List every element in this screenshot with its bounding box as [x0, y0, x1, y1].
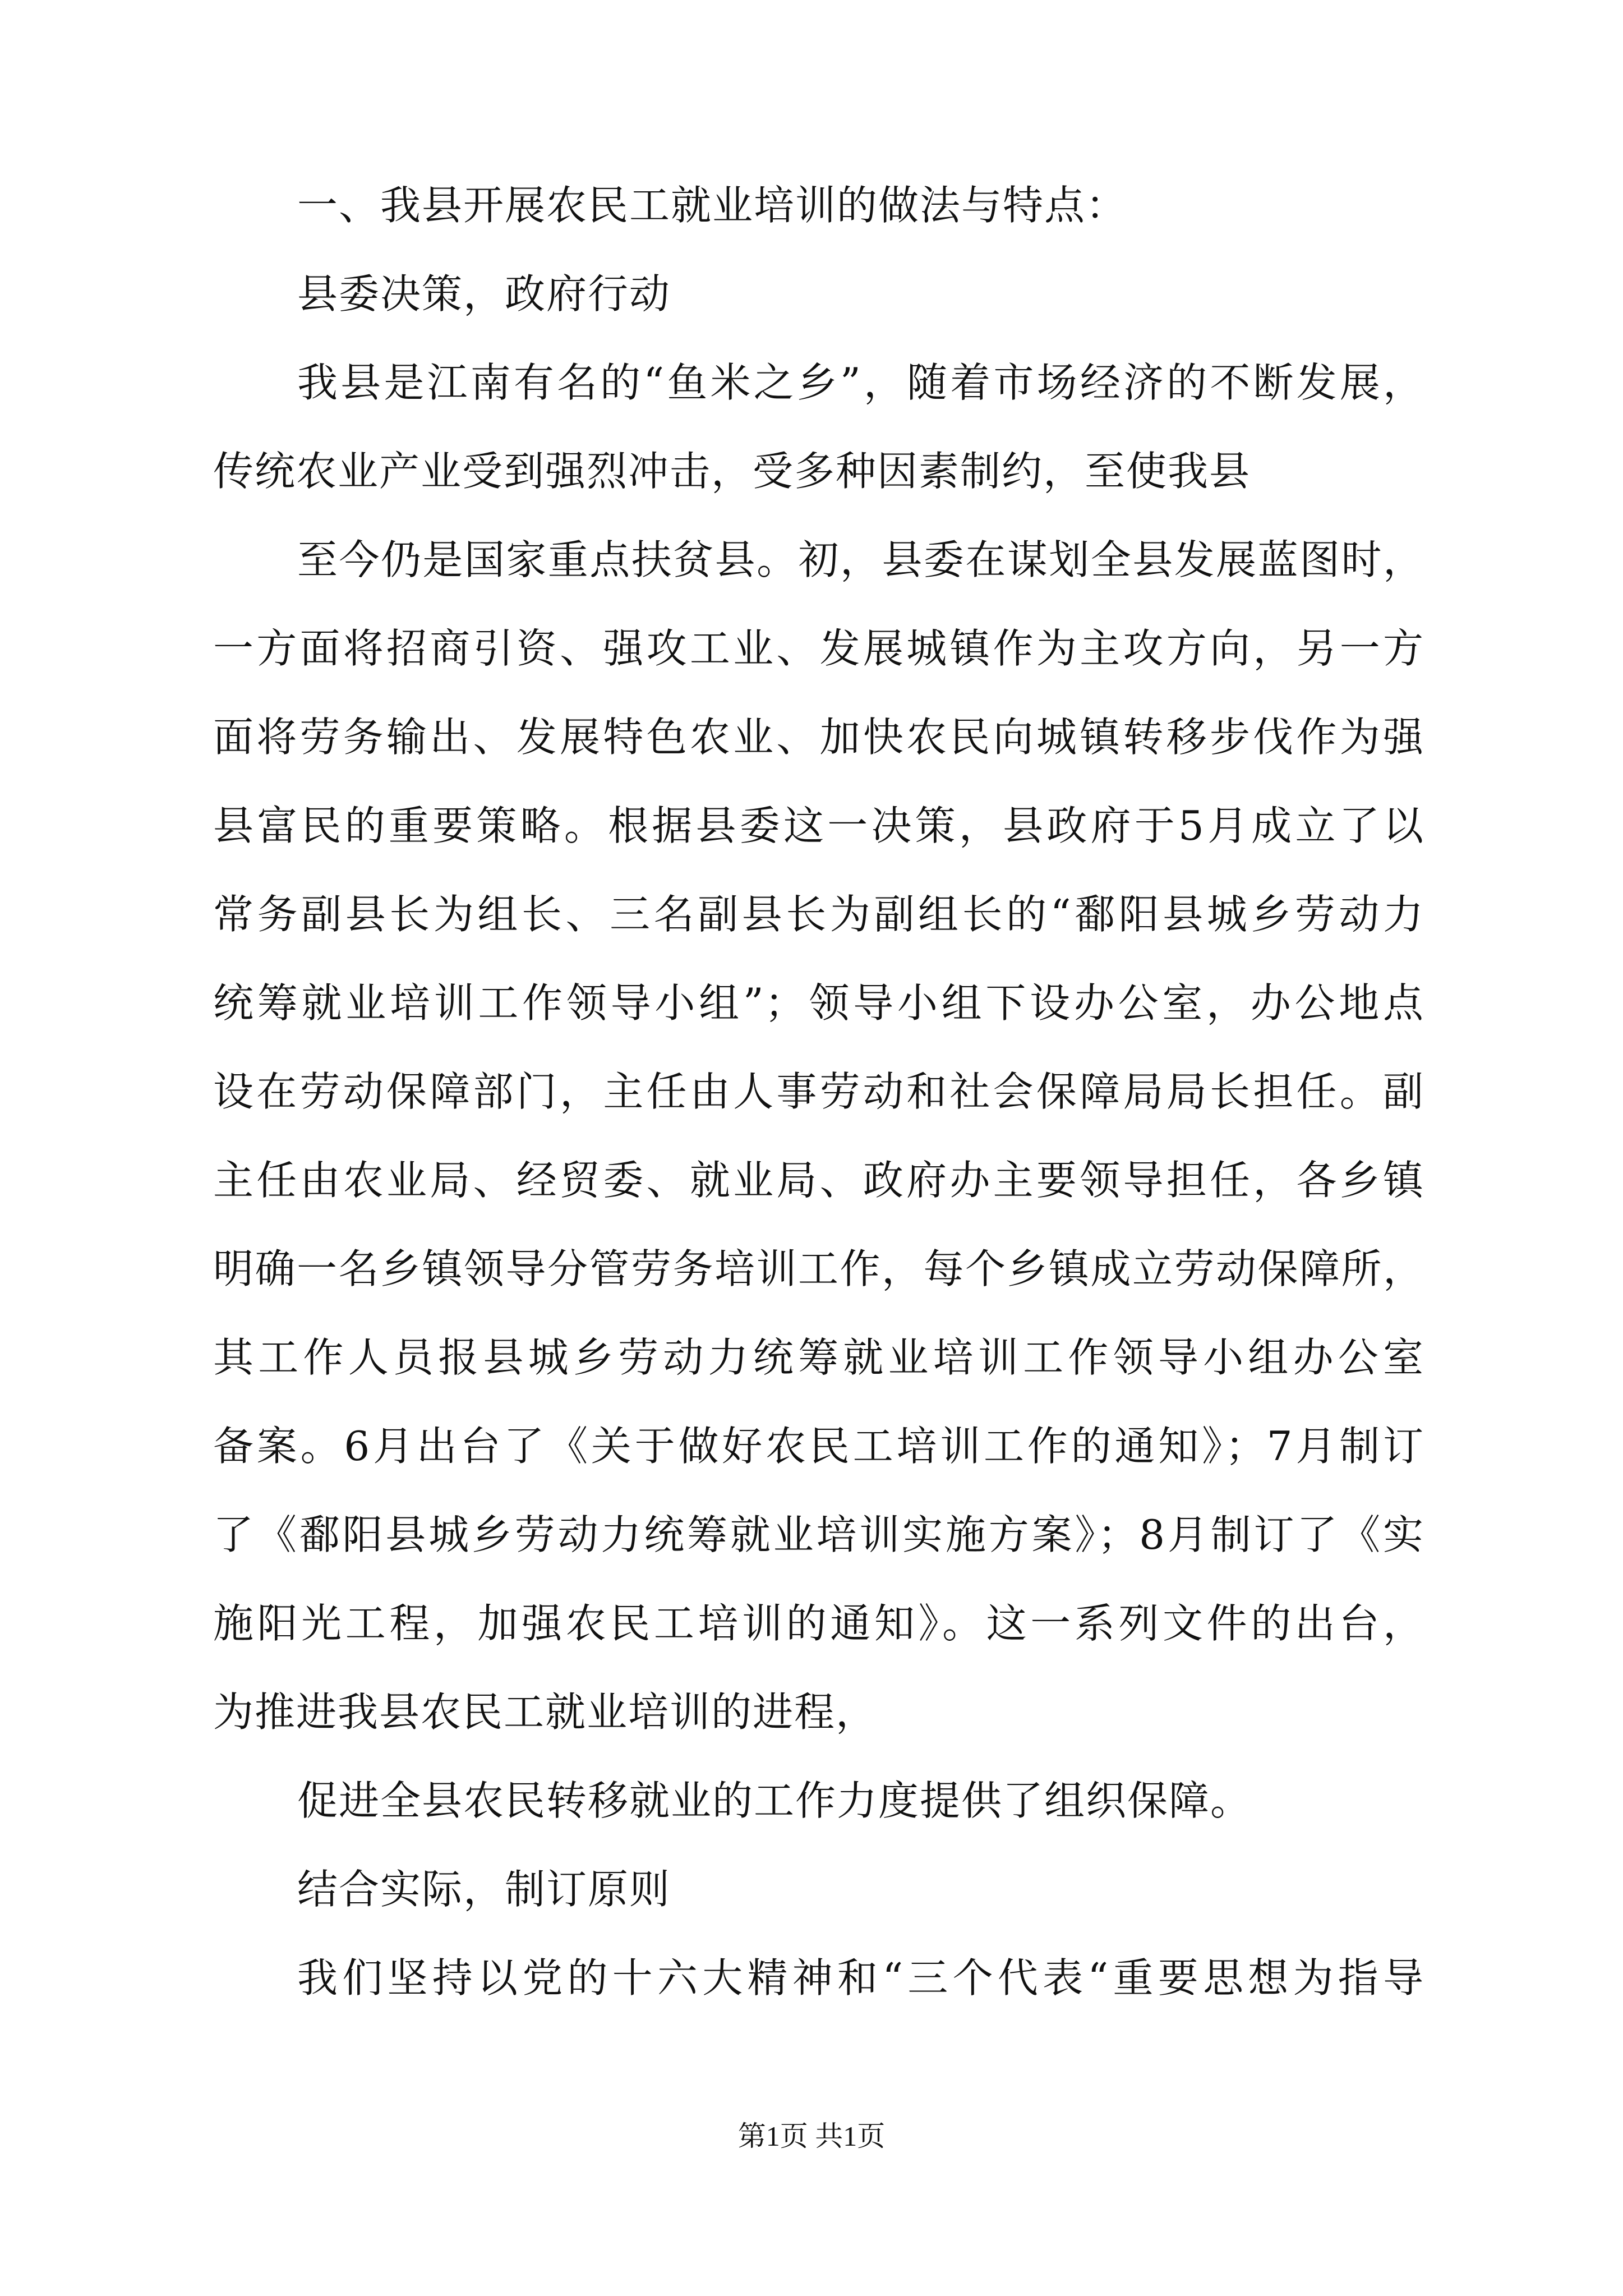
page-number-label: 第1页 共1页: [737, 2120, 886, 2152]
paragraph-line: 备案。6月出台了《关于做好农民工培训工作的通知》；7月制订: [213, 1423, 1424, 1470]
paragraph-line: 常务副县长为组长、三名副县长为副组长的“鄱阳县城乡劳动力: [213, 891, 1424, 938]
paragraph-line: 了《鄱阳县城乡劳动力统筹就业培训实施方案》；8月制订了《实: [213, 1511, 1424, 1558]
paragraph-line: 明确一名乡镇领导分管劳务培训工作，每个乡镇成立劳动保障所，: [213, 1245, 1424, 1292]
paragraph-line: 设在劳动保障部门，主任由人事劳动和社会保障局局长担任。副: [213, 1068, 1424, 1115]
paragraph-line: 统筹就业培训工作领导小组”；领导小组下设办公室，办公地点: [213, 979, 1424, 1027]
paragraph-line: 为推进我县农民工就业培训的进程，: [213, 1688, 878, 1736]
paragraph-line: 一方面将招商引资、强攻工业、发展城镇作为主攻方向，另一方: [213, 625, 1424, 672]
paragraph-line: 施阳光工程，加强农民工培训的通知》。这一系列文件的出台，: [213, 1600, 1424, 1647]
paragraph-line: 促进全县农民转移就业的工作力度提供了组织保障。: [297, 1777, 1252, 1824]
page-footer: [0, 2119, 1623, 2153]
paragraph-line: 我县是江南有名的“鱼米之乡”，随着市场经济的不断发展，: [297, 359, 1424, 406]
paragraph-line: 至今仍是国家重点扶贫县。初，县委在谋划全县发展蓝图时，: [297, 536, 1424, 583]
paragraph-line: 其工作人员报县城乡劳动力统筹就业培训工作领导小组办公室: [213, 1334, 1424, 1381]
paragraph-line: 传统农业产业受到强烈冲击，受多种因素制约，至使我县: [213, 448, 1251, 495]
paragraph-line: 县富民的重要策略。根据县委这一决策，县政府于5月成立了以: [213, 802, 1424, 849]
section-heading: 一、我县开展农民工就业培训的做法与特点：: [297, 182, 1128, 229]
subheading: 结合实际，制订原则: [297, 1866, 671, 1913]
paragraph-line: 主任由农业局、经贸委、就业局、政府办主要领导担任，各乡镇: [213, 1157, 1424, 1204]
subheading: 县委决策，政府行动: [297, 270, 671, 318]
paragraph-line: 我们坚持以党的十六大精神和“三个代表“重要思想为指导: [297, 1954, 1424, 2001]
paragraph-line: 面将劳务输出、发展特色农业、加快农民向城镇转移步伐作为强: [213, 714, 1424, 761]
